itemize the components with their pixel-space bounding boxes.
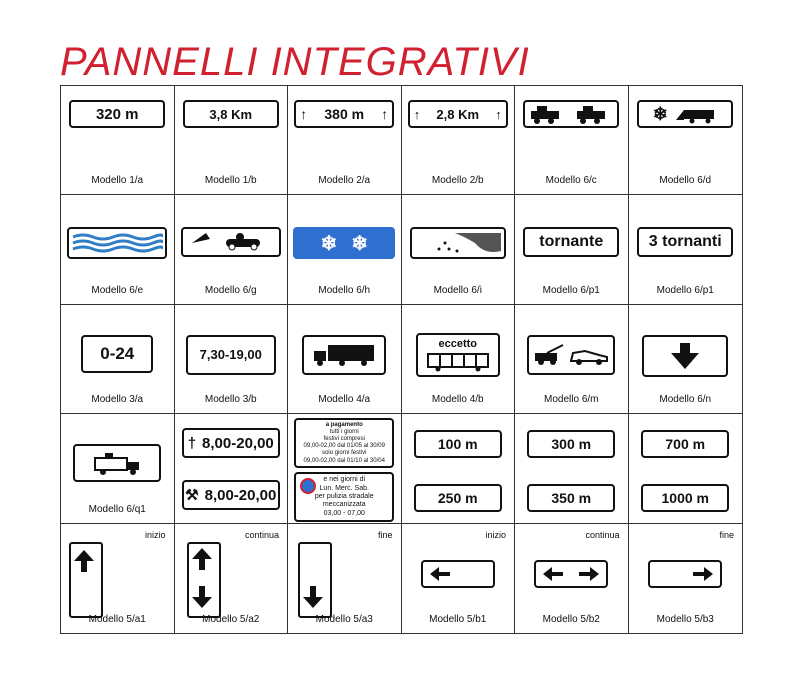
model-label: Modello 5/a1 [88,614,146,625]
cell-6n [629,305,743,414]
sign-panel [642,335,728,377]
snowflake-icon: ❄ [351,232,369,255]
model-label: Modello 3/a [91,394,144,406]
cell-5b2 [515,524,629,633]
avalanche-icon [415,231,501,255]
sign-panel [416,333,500,377]
arrow-left-icon [429,566,451,582]
sign-panel: 0-24 [81,335,153,373]
tow-truck-icon [533,343,609,367]
sign-panel: 3 tornanti [637,227,733,257]
model-label: Modello 6/p1 [656,284,714,296]
model-label: Modello 2/a [318,175,371,187]
sign-panel: 100 m [414,430,502,458]
page-title: PANNELLI INTEGRATIVI [60,40,530,84]
cross-icon: † [187,434,197,452]
sign-panel [523,100,619,128]
vertical-panel [69,542,103,618]
sign-panel: 250 m [414,484,502,512]
arrow-left-icon [542,566,564,582]
small-text: per pulizia stradale [314,492,374,500]
snowplow-train-icon [527,103,615,125]
sign-panel [182,480,280,510]
arrow-up-icon: ↑ [300,106,308,122]
no-parking-icon [300,478,316,494]
cell-distances-1 [402,414,516,523]
cell-6c [515,86,629,195]
corner-label: inizio [144,529,166,540]
model-label: Modello 5/a2 [202,614,260,625]
model-label: Modello 4/a [318,394,371,406]
corner-label: fine [377,529,393,540]
distance-text: 380 m [324,106,365,122]
sweeper-truck-icon [91,450,143,476]
model-label: Modello 4/b [431,394,484,406]
cell-5b1 [402,524,516,633]
cell-2a [288,86,402,195]
corner-label: fine [719,529,734,540]
sign-panel [73,444,161,482]
arrow-down-icon [300,544,326,612]
model-label: Modello 6/q1 [88,503,146,515]
snow-cat-icon [186,231,276,253]
model-label: Modello 2/b [431,175,484,187]
model-label: Modello 5/a3 [315,614,373,625]
sign-panel: 300 m [527,430,615,458]
cell-6q1 [61,414,175,523]
model-label: Modello 6/i [433,284,482,296]
model-label: Modello 5/b3 [656,614,714,625]
snowflake-icon: ❄ [652,103,668,124]
eccetto-text: eccetto [438,337,478,350]
model-label: Modello 6/p1 [542,284,600,296]
model-label: Modello 6/d [659,175,712,187]
snowplow-icon [674,104,718,124]
sign-panel [294,100,394,128]
horizontal-panel [421,560,495,588]
cell-6h [288,195,402,304]
cell-pagamento [288,414,402,523]
model-label: Modello 6/m [544,394,599,406]
cell-distances-3 [629,414,743,523]
cell-hours [175,414,289,523]
arrow-up-icon [71,548,97,574]
cell-2b [402,86,516,195]
cell-5a2 [175,524,289,633]
truck-icon [312,343,376,367]
sign-panel [302,335,386,375]
small-text: meccanizzata [322,501,366,509]
sign-panel: 320 m [69,100,165,128]
cell-6g [175,195,289,304]
hours-text: 8,00-20,00 [204,486,277,504]
water-waves-icon [71,231,163,255]
cell-6d [629,86,743,195]
cell-5a3 [288,524,402,633]
horizontal-panel [648,560,722,588]
sign-panel: 7,30-19,00 [186,335,276,375]
arrow-up-down-icon [189,544,215,612]
small-text: Lun. Merc. Sab. [319,484,369,492]
cell-6m [515,305,629,414]
arrow-right-icon [578,566,600,582]
sign-panel [408,100,508,128]
distance-text: 2,8 Km [436,106,480,122]
model-label: Modello 3/b [204,394,257,406]
cell-4b [402,305,516,414]
sign-panel-blue [293,227,395,259]
cell-6i [402,195,516,304]
model-label: Modello 6/e [91,284,144,296]
sign-panel: 350 m [527,484,615,512]
horizontal-panel [534,560,608,588]
model-label: Modello 5/b1 [429,614,487,625]
model-label: Modello 6/h [318,284,371,296]
sign-panel [67,227,167,259]
snowflake-icon: ❄ [320,232,338,255]
hours-text: 8,00-20,00 [202,434,274,452]
cell-5a1 [61,524,175,633]
cell-3b [175,305,289,414]
model-label: Modello 6/c [545,175,597,187]
corner-label: inizio [485,529,506,540]
cell-1a [61,86,175,195]
model-label: Modello 1/b [204,175,257,187]
vertical-panel [298,542,332,618]
model-label: Modello 6/g [204,284,257,296]
small-text: 09,00-02,00 dal 01/10 al 30/04 [303,457,385,464]
sign-panel: 700 m [641,430,729,458]
cell-4a [288,305,402,414]
bus-icon [426,352,490,372]
arrow-up-icon: ↑ [413,106,421,122]
arrow-up-icon: ↑ [381,106,389,122]
small-text: 09,00-02,00 dal 01/05 al 30/09 [303,443,385,450]
arrow-up-icon: ↑ [495,106,502,122]
vertical-panel [187,542,221,618]
cell-3a [61,305,175,414]
arrow-down-icon [669,341,701,371]
sign-panel: 1000 m [641,484,729,512]
small-text: festivi compresi [323,436,365,442]
small-text: a pagamento [325,421,363,428]
sign-panel [637,100,733,128]
model-label: Modello 1/a [91,175,144,187]
sign-panel [294,472,394,522]
cell-distances-2 [515,414,629,523]
sign-panel [410,227,506,259]
sign-panel: 3,8 Km [183,100,279,128]
sign-panel [182,428,280,458]
hammer-icon: ⚒ [185,487,199,505]
sign-panel [181,227,281,257]
arrow-right-icon [692,566,714,582]
corner-label: continua [585,529,620,540]
sign-panel [294,418,394,468]
sign-panel: tornante [523,227,619,257]
model-label: Modello 5/b2 [542,614,600,625]
sign-panel [527,335,615,375]
small-text: e nei giorni di [323,476,366,484]
cell-6p1-b [629,195,743,304]
corner-label: continua [244,529,279,540]
small-text: 03,00 - 07,00 [323,509,365,517]
small-text: tutti i giorni [329,428,359,435]
signs-grid [60,85,743,634]
small-text: solo giorni festivi [322,450,367,457]
cell-6p1-a [515,195,629,304]
model-label: Modello 6/n [659,394,712,406]
cell-1b [175,86,289,195]
cell-5b3 [629,524,743,633]
cell-6e [61,195,175,304]
